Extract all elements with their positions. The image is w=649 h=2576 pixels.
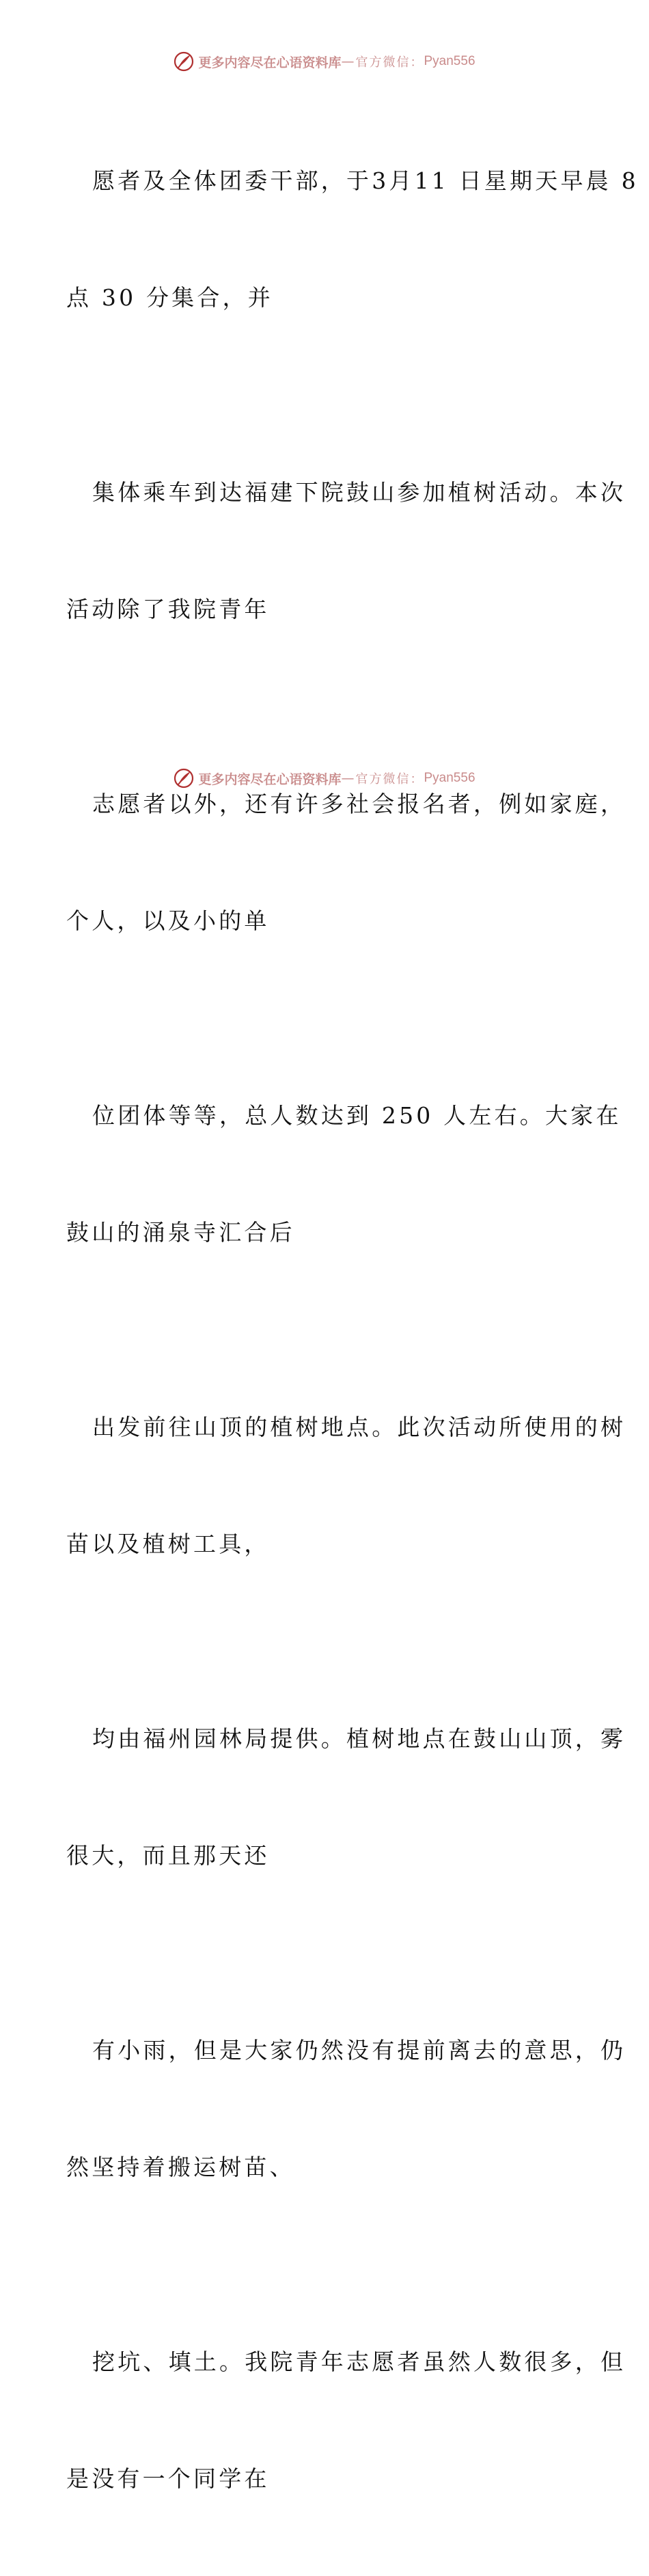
watermark-dash: —	[341, 771, 355, 786]
paragraph-line: 志愿者以外，还有许多社会报名者，例如家庭，	[92, 791, 626, 817]
paragraph-line: 是没有一个同学在	[66, 2465, 270, 2492]
paragraph-line: 位团体等等，总人数达到 250 人左右。大家在	[92, 1102, 622, 1129]
footer-watermark	[0, 767, 649, 790]
watermark-site-name: 更多内容尽在心语资料库	[198, 771, 342, 787]
paragraph	[66, 1953, 626, 2264]
paragraph-line: 均由福州园林局提供。植树地点在鼓山山顶，雾	[92, 1725, 626, 1752]
watermark-wechat-id: Pyan556	[424, 54, 475, 68]
paragraph-line: 有小雨，但是大家仍然没有提前离去的意思，仍	[92, 2037, 626, 2064]
paragraph-line: 挖坑、填土。我院青年志愿者虽然人数很多，但	[92, 2348, 626, 2375]
paragraph	[66, 2264, 626, 2576]
paragraph	[66, 395, 626, 707]
paragraph-line: 然坚持着搬运树苗、	[66, 2154, 295, 2180]
paragraph-line: 鼓山的涌泉寺汇合后	[66, 1219, 295, 1246]
paragraph-line: 活动除了我院青年	[66, 596, 270, 622]
header-watermark	[0, 50, 649, 73]
watermark-site-name: 更多内容尽在心语资料库	[198, 55, 342, 70]
paragraph	[66, 1330, 626, 1641]
paragraph	[66, 707, 626, 1018]
watermark-dash: —	[341, 54, 355, 69]
paragraph	[66, 1018, 622, 1330]
paragraph-line: 很大，而且那天还	[66, 1842, 270, 1869]
paragraph	[66, 83, 639, 395]
paragraph	[66, 1641, 626, 1953]
paragraph-line: 愿者及全体团委干部，于3月11 日星期天早晨 8	[92, 167, 639, 194]
paragraph-line: 点 30 分集合，并	[66, 284, 273, 311]
paragraph-line: 出发前往山顶的植树地点。此次活动所使用的树	[92, 1414, 626, 1440]
paragraph-line: 集体乘车到达福建下院鼓山参加植树活动。本次	[92, 479, 626, 506]
watermark-official-label: 官方微信：	[355, 55, 424, 70]
watermark-official-label: 官方微信：	[355, 772, 424, 786]
quill-pen-logo-icon	[174, 768, 194, 789]
watermark-wechat-id: Pyan556	[424, 771, 475, 785]
document-body	[66, 83, 639, 2576]
quill-pen-logo-icon	[174, 51, 194, 72]
paragraph-line: 个人，以及小的单	[66, 907, 270, 934]
paragraph-line: 苗以及植树工具，	[66, 1531, 270, 1557]
